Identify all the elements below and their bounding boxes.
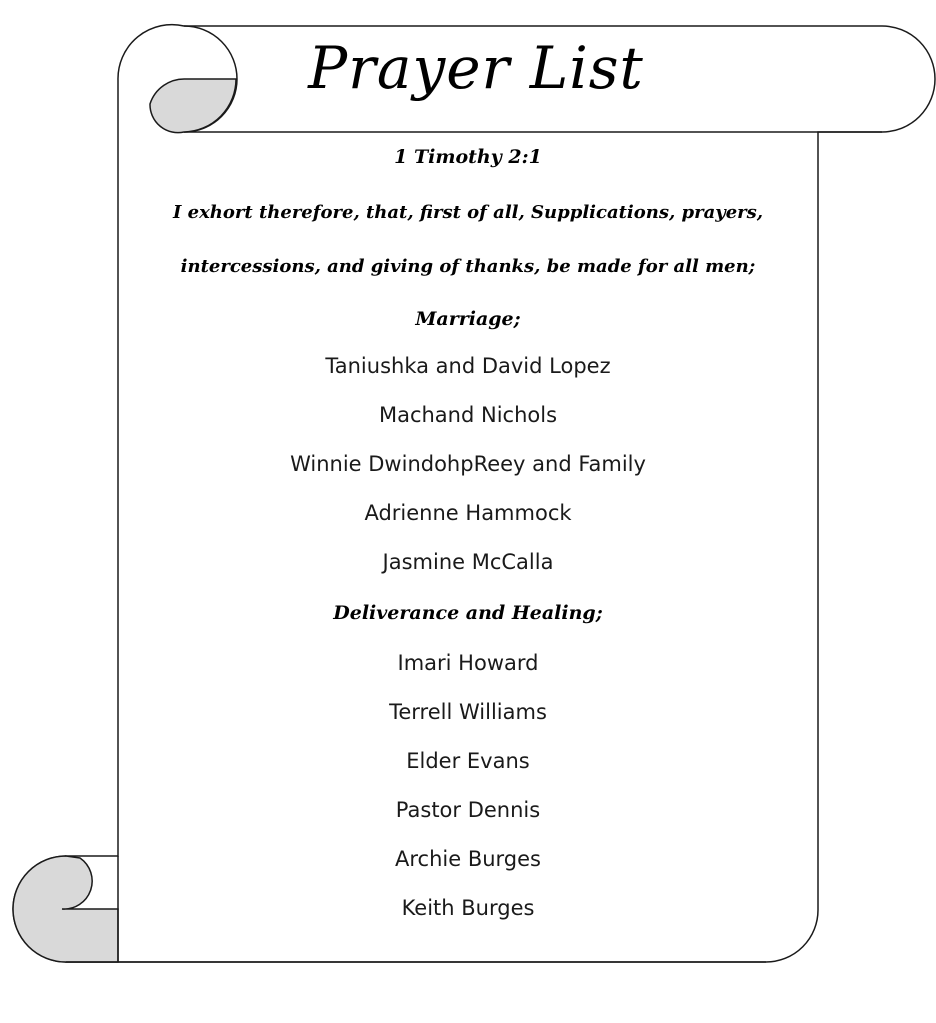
list-item: Terrell Williams: [389, 700, 547, 724]
page-title: Prayer List: [308, 34, 644, 102]
list-item: Taniushka and David Lopez: [325, 354, 611, 378]
list-item: Archie Burges: [395, 847, 541, 871]
verse-line-2: intercessions, and giving of thanks, be made for all men;: [180, 256, 756, 277]
list-item: Imari Howard: [397, 651, 539, 675]
verse-line-1: I exhort therefore, that, first of all, Supplications, prayers,: [172, 202, 764, 223]
list-item: Jasmine McCalla: [382, 550, 554, 574]
list-item: Winnie DwindohpReey and Family: [290, 452, 646, 476]
list-item: Machand Nichols: [378, 403, 558, 427]
section-heading-deliverance: Deliverance and Healing;: [333, 602, 603, 624]
list-item: Adrienne Hammock: [364, 501, 572, 525]
list-item: Keith Burges: [401, 896, 535, 920]
list-item: Pastor Dennis: [395, 798, 541, 822]
section-heading-marriage: Marriage;: [415, 308, 521, 330]
list-item: Elder Evans: [406, 749, 530, 773]
verse-reference: 1 Timothy 2:1: [394, 146, 542, 168]
